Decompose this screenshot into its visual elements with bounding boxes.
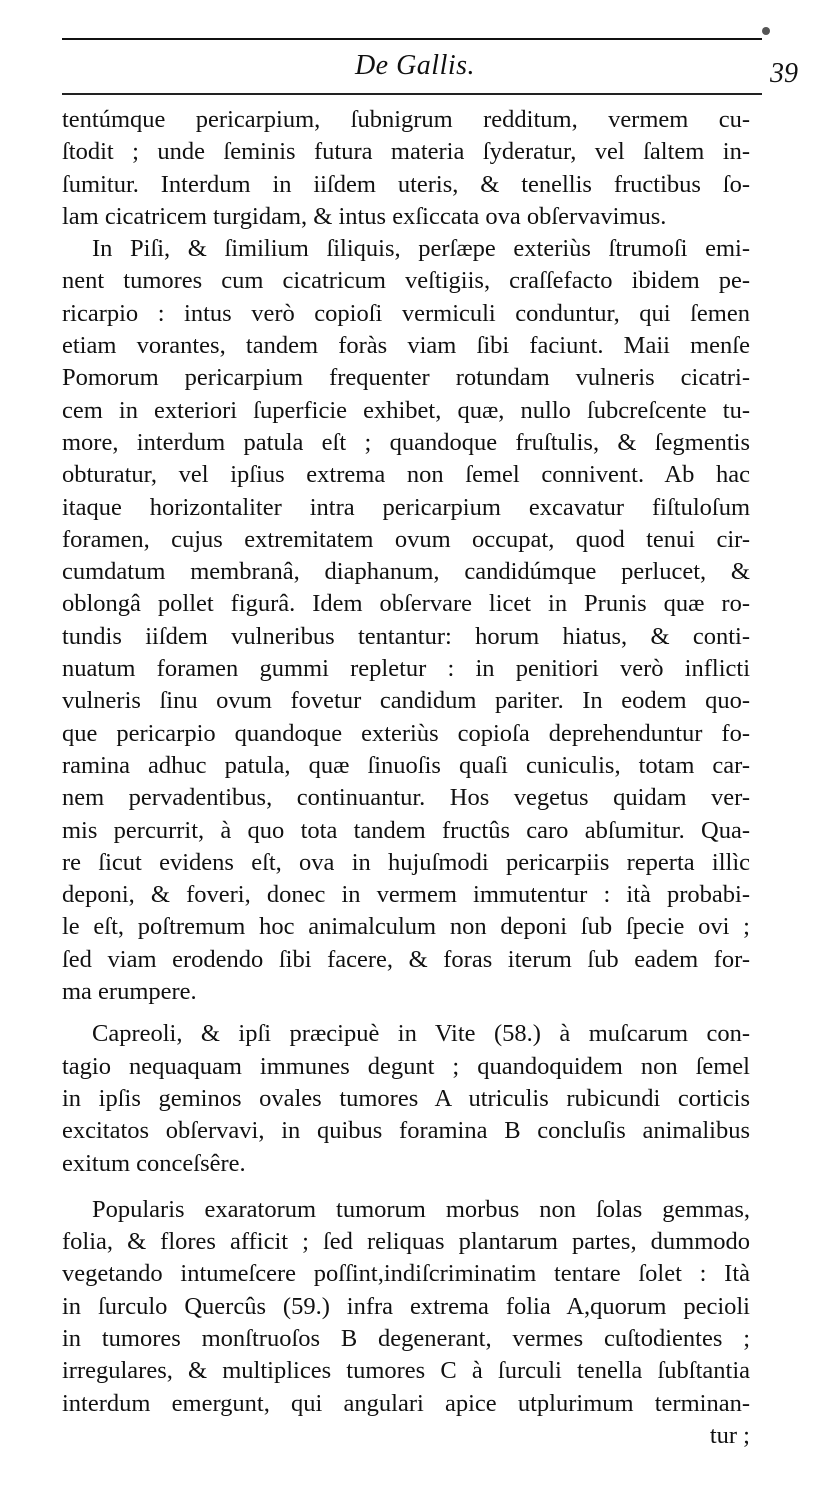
- text-line: tagio nequaquam immunes degunt ; quandoquidem non ſemel: [62, 1052, 750, 1080]
- text-line: irregulares, & multiplices tumores C à ſurculi tenella ſubſtantia: [62, 1357, 750, 1385]
- header-rule-top: [62, 38, 762, 40]
- text-line: deponi, & foveri, donec in vermem immutentur : ità probabi-: [62, 881, 750, 909]
- text-line: more, interdum patula eſt ; quandoque fruſtulis, & ſegmentis: [62, 428, 750, 456]
- text-line: nent tumores cum cicatricum veſtigiis, craſſefacto ibidem pe-: [62, 267, 750, 295]
- text-line: Capreoli, & ipſi præcipuè in Vite (58.) à muſcarum con-: [92, 1020, 750, 1048]
- ink-speck: [762, 27, 770, 35]
- running-head: De Gallis.: [354, 50, 476, 81]
- text-line: cem in exteriori ſuperficie exhibet, quæ, nullo ſubcreſcente tu-: [62, 396, 750, 424]
- text-line: Popularis exaratorum tumorum morbus non ſolas gemmas,: [92, 1195, 750, 1223]
- paragraph-gap: [62, 1180, 750, 1194]
- text-line: Pomorum pericarpium frequenter rotundam vulneris cicatri-: [62, 364, 750, 392]
- text-line: ma erumpere.: [62, 978, 197, 1006]
- text-line: ſtodit ; unde ſeminis futura materia ſyderatur, vel ſaltem in-: [62, 138, 750, 166]
- text-line: ricarpio : intus verò copioſi vermiculi conduntur, qui ſemen: [62, 299, 750, 327]
- text-line: in ipſis geminos ovales tumores A utriculis rubicundi corticis: [62, 1084, 750, 1112]
- text-line: mis percurrit, à quo tota tandem fructûs caro abſumitur. Qua-: [62, 816, 750, 844]
- page-number: 39: [770, 58, 798, 89]
- text-line: excitatos obſervavi, in quibus foramina B concluſis animalibus: [62, 1117, 750, 1145]
- text-line: itaque horizontaliter intra pericarpium excavatur fiſtuloſum: [62, 493, 750, 521]
- text-line: cumdatum membranâ, diaphanum, candidúmque perlucet, &: [62, 558, 750, 586]
- text-line: vegetando intumeſcere poſſint,indiſcriminatim tentare ſolet : Ità: [62, 1260, 750, 1288]
- text-line: nuatum foramen gummi repletur : in penitiori verò inflicti: [62, 655, 750, 683]
- paragraph-1: [62, 104, 750, 233]
- paragraph-3: [62, 1018, 750, 1179]
- paragraph-4: [62, 1194, 750, 1452]
- catchword: tur ;: [709, 1421, 750, 1449]
- text-line: ramina adhuc patula, quæ ſinuoſis quaſi cuniculis, totam car-: [62, 751, 750, 779]
- text-line: folia, & flores afficit ; ſed reliquas plantarum partes, dummodo: [62, 1228, 750, 1256]
- text-line: le eſt, poſtremum hoc animalculum non deponi ſub ſpecie ovi ;: [62, 913, 750, 941]
- text-line: tentúmque pericarpium, ſubnigrum redditum, vermem cu-: [62, 106, 750, 133]
- text-line: ſumitur. Interdum in iiſdem uteris, & tenellis fructibus ſo-: [62, 170, 750, 198]
- text-line: In Piſi, & ſimilium ſiliquis, perſæpe exteriùs ſtrumoſi emi-: [92, 235, 750, 263]
- text-line: tundis iiſdem vulneribus tentantur: horum hiatus, & conti-: [62, 622, 750, 650]
- text-line: vulneris ſinu ovum fovetur candidum pariter. In eodem quo-: [62, 687, 750, 715]
- text-line: in ſurculo Quercûs (59.) infra extrema folia A,quorum pecioli: [62, 1292, 750, 1320]
- text-line: obturatur, vel ipſius extrema non ſemel connivent. Ab hac: [62, 461, 750, 489]
- header-rule-bottom: [62, 93, 762, 95]
- paragraph-gap: [62, 1008, 750, 1018]
- text-line: re ſicut evidens eſt, ova in hujuſmodi pericarpiis reperta illìc: [62, 848, 750, 876]
- body-text: [62, 104, 750, 1452]
- text-line: etiam vorantes, tandem foràs viam ſibi faciunt. Maii menſe: [62, 332, 750, 360]
- text-line: foramen, cujus extremitatem ovum occupat, quod tenui cir-: [62, 525, 750, 553]
- text-line: oblongâ pollet figurâ. Idem obſervare licet in Prunis quæ ro-: [62, 590, 750, 618]
- text-line: ſed viam erodendo ſibi facere, & foras iterum ſub eadem for-: [62, 945, 750, 973]
- text-line: exitum conceſsêre.: [62, 1149, 246, 1177]
- text-line: que pericarpio quandoque exteriùs copioſa deprehenduntur fo-: [62, 719, 750, 747]
- text-line: interdum emergunt, qui angulari apice utplurimum terminan-: [62, 1389, 750, 1417]
- text-line: nem pervadentibus, continuantur. Hos vegetus quidam ver-: [62, 784, 750, 812]
- paragraph-2: [62, 233, 750, 1008]
- text-line: in tumores monſtruoſos B degenerant, vermes cuſtodientes ;: [62, 1324, 750, 1352]
- text-line: lam cicatricem turgidam, & intus exſiccata ova obſervavimus.: [62, 202, 667, 230]
